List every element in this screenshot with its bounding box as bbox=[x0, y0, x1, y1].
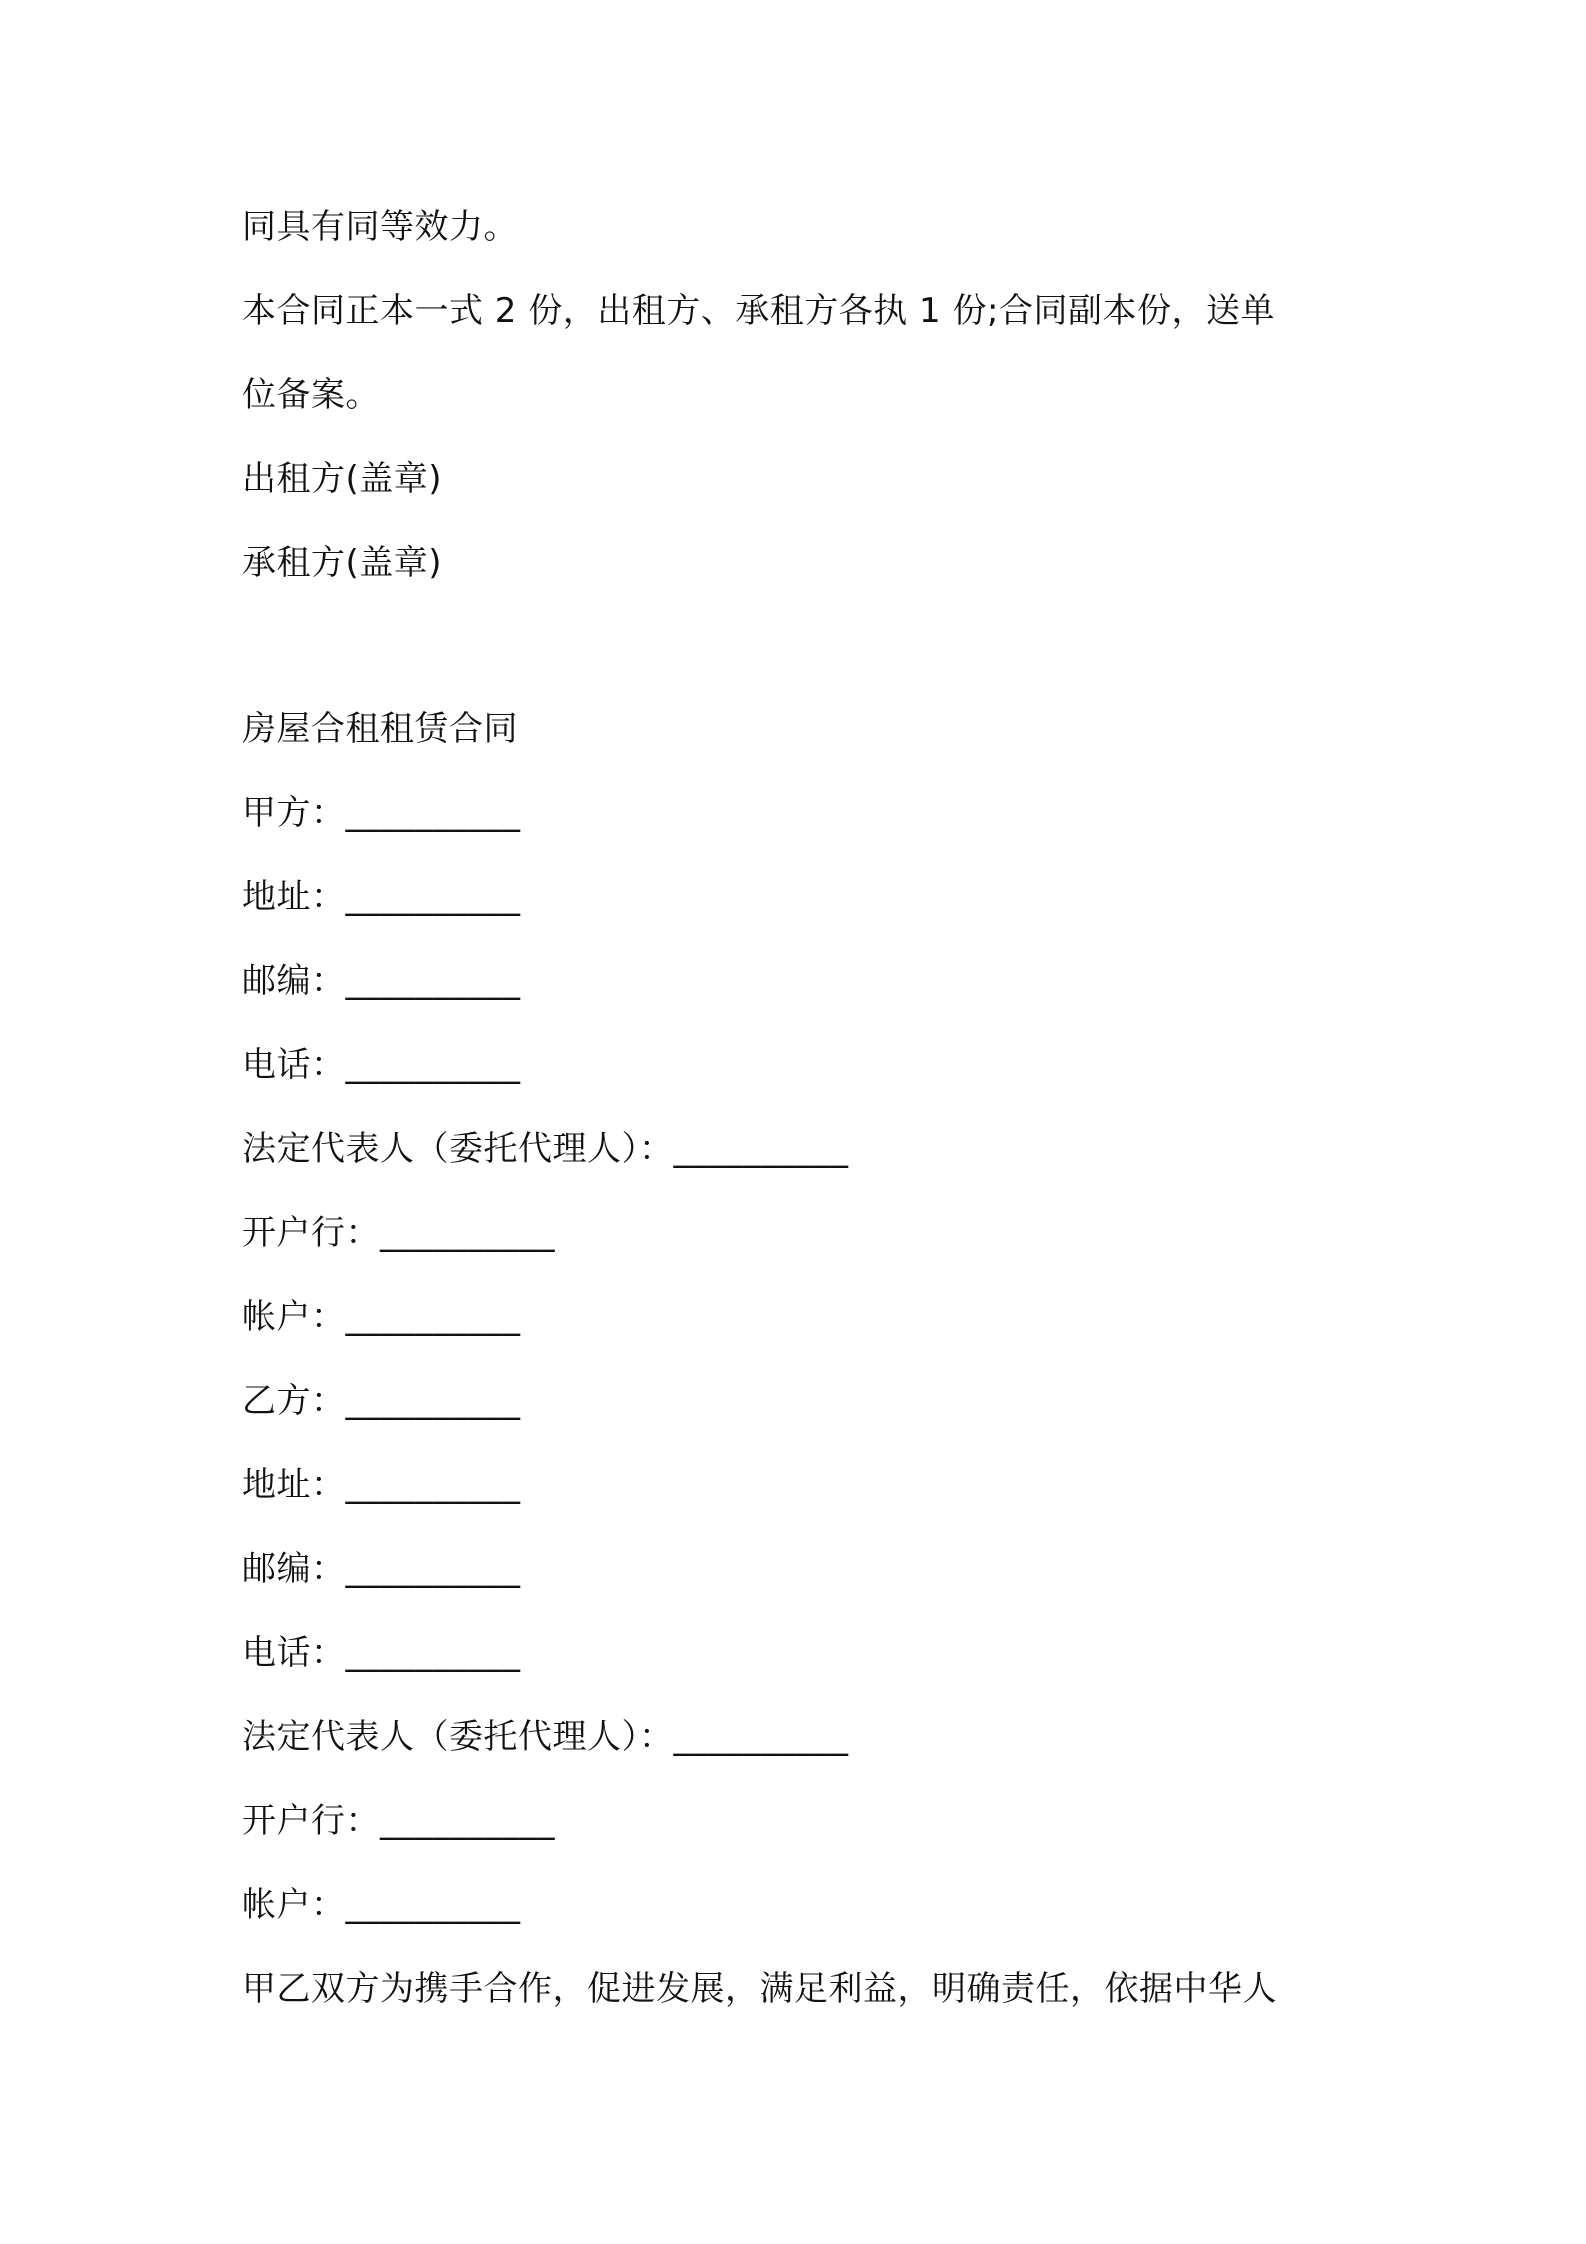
intro-line-1: 同具有同等效力。 bbox=[242, 207, 518, 247]
party-b-address: 地址：__________ bbox=[242, 1465, 521, 1505]
lessee-seal-line: 承租方(盖章) bbox=[242, 543, 443, 583]
contract-title: 房屋合租租赁合同 bbox=[242, 709, 518, 749]
party-a-bank: 开户行：__________ bbox=[242, 1213, 555, 1253]
party-b-phone: 电话：__________ bbox=[242, 1633, 521, 1673]
closing-paragraph-line: 甲乙双方为携手合作，促进发展，满足利益，明确责任，依据中华人 bbox=[242, 1969, 1277, 2009]
party-b-postcode: 邮编：__________ bbox=[242, 1549, 521, 1589]
party-a-address: 地址：__________ bbox=[242, 877, 521, 917]
party-b-bank: 开户行：__________ bbox=[242, 1801, 555, 1841]
party-a-legal-rep: 法定代表人（委托代理人）：__________ bbox=[242, 1129, 849, 1169]
party-a-name: 甲方：__________ bbox=[242, 793, 521, 833]
party-b-name: 乙方：__________ bbox=[242, 1381, 521, 1421]
party-a-phone: 电话：__________ bbox=[242, 1045, 521, 1085]
party-a-account: 帐户：__________ bbox=[242, 1297, 521, 1337]
party-b-account: 帐户：__________ bbox=[242, 1885, 521, 1925]
lessor-seal-line: 出租方(盖章) bbox=[242, 459, 443, 499]
party-b-legal-rep: 法定代表人（委托代理人）：__________ bbox=[242, 1717, 849, 1757]
intro-line-2: 本合同正本一式 2 份，出租方、承租方各执 1 份;合同副本份，送单 bbox=[242, 291, 1275, 331]
intro-line-3: 位备案。 bbox=[242, 375, 380, 415]
party-a-postcode: 邮编：__________ bbox=[242, 961, 521, 1001]
